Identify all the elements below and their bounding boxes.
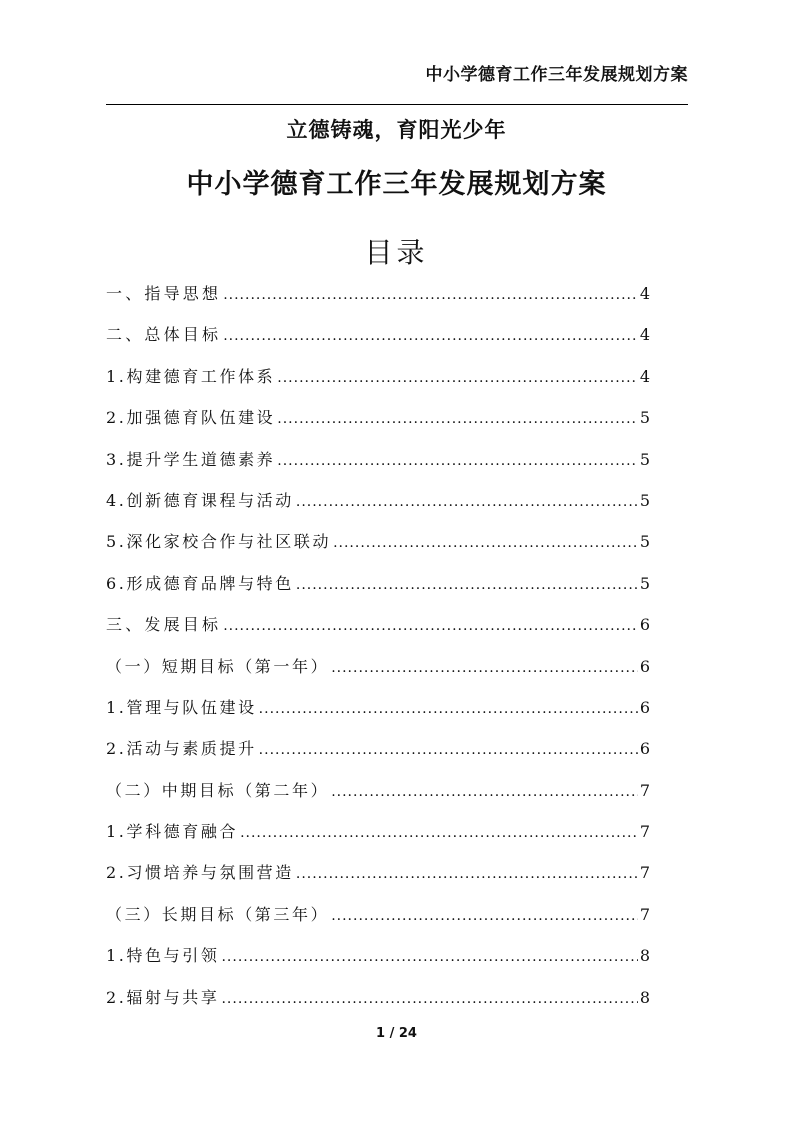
toc-entry[interactable] bbox=[106, 774, 650, 815]
page-number: 1 / 24 bbox=[376, 1026, 417, 1041]
toc-leader-dots bbox=[277, 402, 638, 436]
toc-entry-page: 5 bbox=[639, 532, 650, 552]
toc-entry[interactable] bbox=[106, 856, 650, 897]
toc-leader-dots bbox=[296, 485, 638, 519]
table-of-contents bbox=[106, 277, 650, 1022]
toc-leader-dots bbox=[259, 692, 638, 726]
toc-leader-dots bbox=[240, 816, 638, 850]
toc-entry[interactable] bbox=[106, 898, 650, 939]
toc-leader-dots bbox=[331, 899, 638, 933]
toc-leader-dots bbox=[333, 526, 638, 560]
toc-entry-page: 6 bbox=[639, 697, 650, 717]
toc-entry-label: 5.深化家校合作与社区联动 bbox=[106, 532, 332, 552]
toc-entry-label: 3.提升学生道德素养 bbox=[106, 449, 276, 469]
toc-leader-dots bbox=[296, 857, 638, 891]
toc-entry[interactable] bbox=[106, 318, 650, 359]
toc-entry-label: 2.活动与素质提升 bbox=[106, 739, 257, 759]
toc-entry-page: 8 bbox=[639, 946, 650, 966]
toc-entry-label: 2.辐射与共享 bbox=[106, 987, 220, 1007]
toc-leader-dots bbox=[331, 775, 638, 809]
toc-entry-page: 7 bbox=[639, 863, 650, 883]
toc-entry-page: 4 bbox=[639, 325, 650, 345]
toc-entry-page: 8 bbox=[639, 987, 650, 1007]
toc-entry-page: 5 bbox=[639, 573, 650, 593]
toc-entry-page: 7 bbox=[639, 822, 650, 842]
toc-entry-page: 7 bbox=[639, 904, 650, 924]
toc-entry[interactable] bbox=[106, 815, 650, 856]
toc-leader-dots bbox=[259, 733, 638, 767]
toc-entry-page: 6 bbox=[639, 656, 650, 676]
running-header-title: 中小学德育工作三年发展规划方案 bbox=[425, 65, 688, 85]
toc-entry-page: 4 bbox=[639, 366, 650, 386]
toc-leader-dots bbox=[277, 444, 638, 478]
toc-heading: 目录 bbox=[364, 236, 429, 269]
toc-entry-label: 三、发展目标 bbox=[106, 615, 222, 635]
toc-leader-dots bbox=[277, 361, 638, 395]
toc-leader-dots bbox=[223, 319, 638, 353]
toc-entry[interactable] bbox=[106, 939, 650, 980]
toc-entry[interactable] bbox=[106, 567, 650, 608]
toc-leader-dots bbox=[331, 651, 638, 685]
toc-entry-label: 6.形成德育品牌与特色 bbox=[106, 573, 294, 593]
toc-entry-page: 5 bbox=[639, 490, 650, 510]
toc-entry-page: 7 bbox=[639, 780, 650, 800]
toc-entry[interactable] bbox=[106, 691, 650, 732]
toc-entry[interactable] bbox=[106, 981, 650, 1022]
toc-leader-dots bbox=[221, 940, 637, 974]
toc-entry[interactable] bbox=[106, 277, 650, 318]
toc-entry[interactable] bbox=[106, 484, 650, 525]
toc-entry[interactable] bbox=[106, 360, 650, 401]
toc-entry-page: 5 bbox=[639, 449, 650, 469]
toc-entry-page: 6 bbox=[639, 739, 650, 759]
toc-entry-label: 1.特色与引领 bbox=[106, 946, 220, 966]
toc-entry-label: 2.加强德育队伍建设 bbox=[106, 408, 276, 428]
toc-entry-page: 4 bbox=[639, 284, 650, 303]
document-title: 中小学德育工作三年发展规划方案 bbox=[186, 169, 607, 200]
toc-entry-page: 6 bbox=[639, 615, 650, 635]
toc-entry[interactable] bbox=[106, 401, 650, 442]
toc-entry[interactable] bbox=[106, 443, 650, 484]
toc-entry[interactable] bbox=[106, 608, 650, 649]
toc-leader-dots bbox=[296, 568, 638, 602]
toc-entry[interactable] bbox=[106, 525, 650, 566]
toc-entry-label: （三）长期目标（第三年） bbox=[106, 904, 330, 924]
toc-entry-page: 5 bbox=[639, 408, 650, 428]
toc-entry[interactable] bbox=[106, 732, 650, 773]
toc-entry-label: （一）短期目标（第一年） bbox=[106, 656, 330, 676]
header-divider bbox=[106, 104, 688, 105]
toc-entry[interactable] bbox=[106, 650, 650, 691]
toc-entry-label: 4.创新德育课程与活动 bbox=[106, 490, 294, 510]
toc-entry-label: 1.管理与队伍建设 bbox=[106, 697, 257, 717]
toc-entry-label: 一、指导思想 bbox=[106, 284, 222, 303]
toc-entry-label: 1.学科德育融合 bbox=[106, 822, 239, 842]
toc-entry-label: （二）中期目标（第二年） bbox=[106, 780, 330, 800]
toc-entry-label: 二、总体目标 bbox=[106, 325, 222, 345]
toc-leader-dots bbox=[223, 609, 638, 643]
toc-entry-label: 2.习惯培养与氛围营造 bbox=[106, 863, 294, 883]
toc-leader-dots bbox=[223, 278, 638, 312]
toc-leader-dots bbox=[221, 982, 637, 1016]
document-slogan: 立德铸魂，育阳光少年 bbox=[286, 117, 507, 142]
toc-entry-label: 1.构建德育工作体系 bbox=[106, 366, 276, 386]
